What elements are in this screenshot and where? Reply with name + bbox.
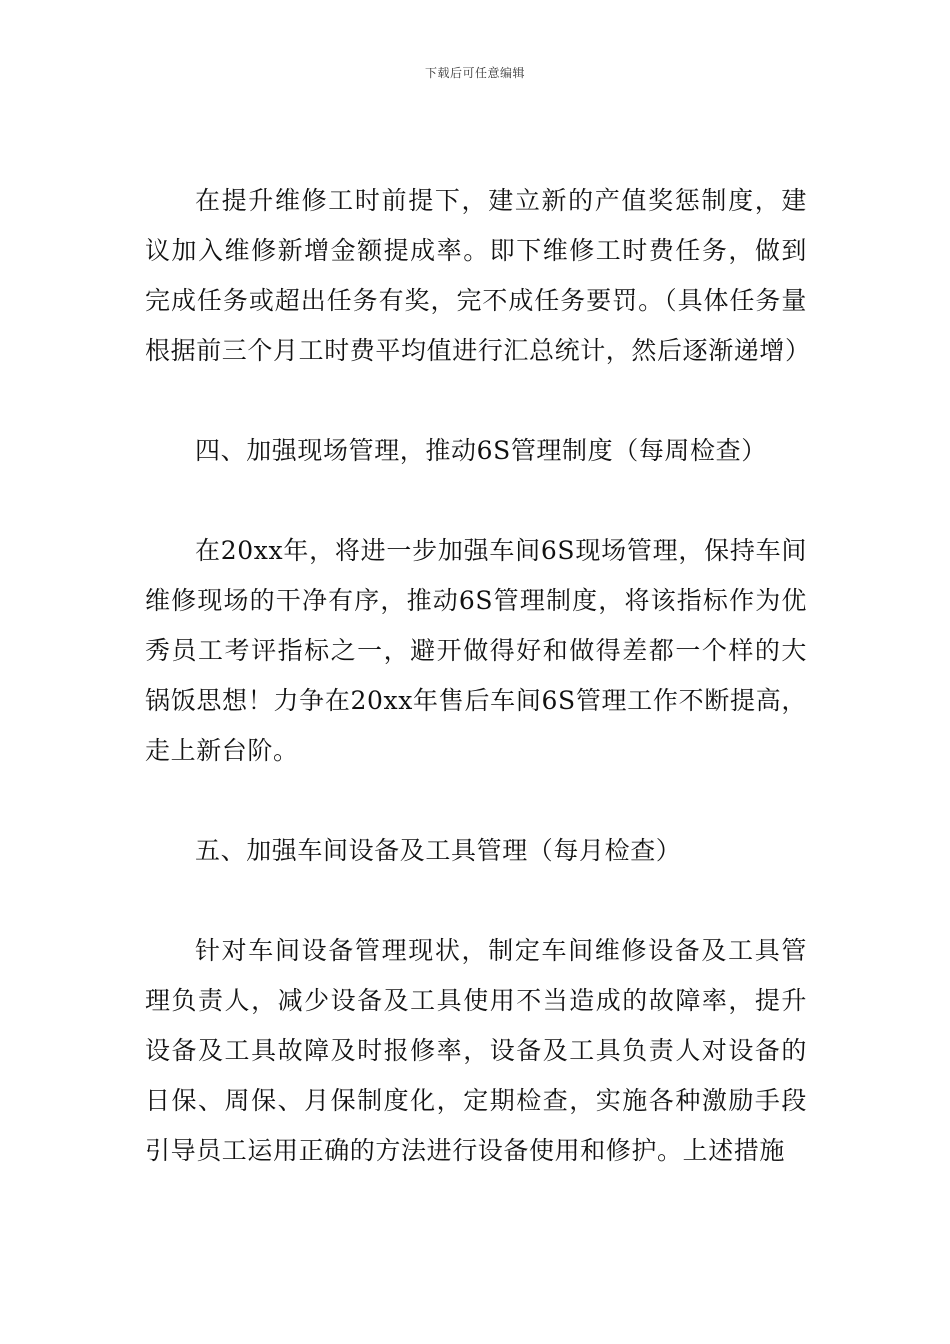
section-heading-6s-management: 四、加强现场管理，推动6S管理制度（每周检查） (195, 436, 767, 465)
paragraph-spacer (145, 476, 807, 526)
page-header: 下载后可任意编辑 (424, 66, 525, 80)
paragraph-spacer (145, 376, 807, 426)
paragraph-6s-site-management: 在20xx年，将进一步加强车间6S现场管理，保持车间维修现场的干净有序，推动6S管理制度，将该指标作为优秀员工考评指标之一，避开做得好和做得差都一个样的大锅饭思想！力争在20xx年售后车间6S管理工作不断提高，走上新台阶。 (145, 536, 807, 765)
document-body (145, 176, 811, 1176)
section-heading-equipment-management: 五、加强车间设备及工具管理（每月检查） (195, 836, 682, 865)
paragraph-equipment-tools: 针对车间设备管理现状，制定车间维修设备及工具管理负责人，减少设备及工具使用不当造成的故障率，提升设备及工具故障及时报修率，设备及工具负责人对设备的日保、周保、月保制度化，定期检查，实施各种激励手段引导员工运用正确的方法进行设备使用和修护。上述措施 (145, 936, 807, 1165)
paragraph-spacer (145, 776, 807, 826)
paragraph-production-incentive: 在提升维修工时前提下，建立新的产值奖惩制度，建议加入维修新增金额提成率。即下维修工时费任务，做到完成任务或超出任务有奖，完不成任务要罚。（具体任务量根据前三个月工时费平均值进行汇总统计，然后逐渐递增） (145, 186, 811, 365)
paragraph-spacer (145, 876, 807, 926)
